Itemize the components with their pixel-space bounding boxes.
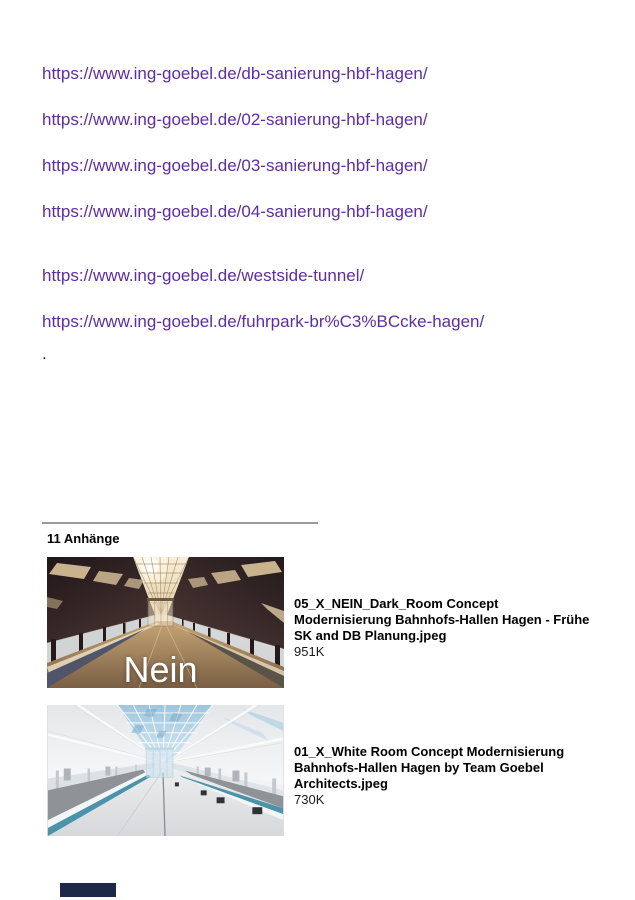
link-url[interactable]: https://www.ing-goebel.de/db-sanierung-hbf-hagen/ xyxy=(42,64,428,83)
attachment-thumbnail-white-room[interactable] xyxy=(47,705,284,836)
link-url[interactable]: https://www.ing-goebel.de/westside-tunnel/ xyxy=(42,266,365,285)
partial-attachment-thumbnail[interactable] xyxy=(60,883,116,897)
attachment-size: 951K xyxy=(294,644,325,659)
body-trailing-text: . xyxy=(42,344,47,363)
attachment-size: 730K xyxy=(294,792,325,807)
link-url[interactable]: https://www.ing-goebel.de/fuhrpark-br%C3%BCcke-hagen/ xyxy=(42,312,485,331)
attachment-filename[interactable]: 05_X_NEIN_Dark_Room Concept Modernisierung Bahnhofs-Hallen Hagen - Frühe SK and DB Planung.jpeg xyxy=(294,596,590,643)
attachments-header: 11 Anhänge xyxy=(47,531,120,546)
attachment-info xyxy=(294,557,590,688)
link-url[interactable]: https://www.ing-goebel.de/02-sanierung-hbf-hagen/ xyxy=(42,110,428,129)
thumbnail-overlay-text: Nein xyxy=(123,649,198,688)
attachment-info xyxy=(294,705,590,836)
attachment-filename[interactable]: 01_X_White Room Concept Modernisierung Bahnhofs-Hallen Hagen by Team Goebel Architects.jpeg xyxy=(294,744,565,791)
link-url[interactable]: https://www.ing-goebel.de/04-sanierung-hbf-hagen/ xyxy=(42,202,428,221)
attachment-row xyxy=(47,705,590,836)
links-block xyxy=(42,64,484,358)
attachment-row xyxy=(47,557,590,688)
attachments-divider xyxy=(42,522,318,524)
attachment-thumbnail-dark-room[interactable] xyxy=(47,557,284,688)
link-url[interactable]: https://www.ing-goebel.de/03-sanierung-hbf-hagen/ xyxy=(42,156,428,175)
white-room-scene xyxy=(47,705,284,836)
